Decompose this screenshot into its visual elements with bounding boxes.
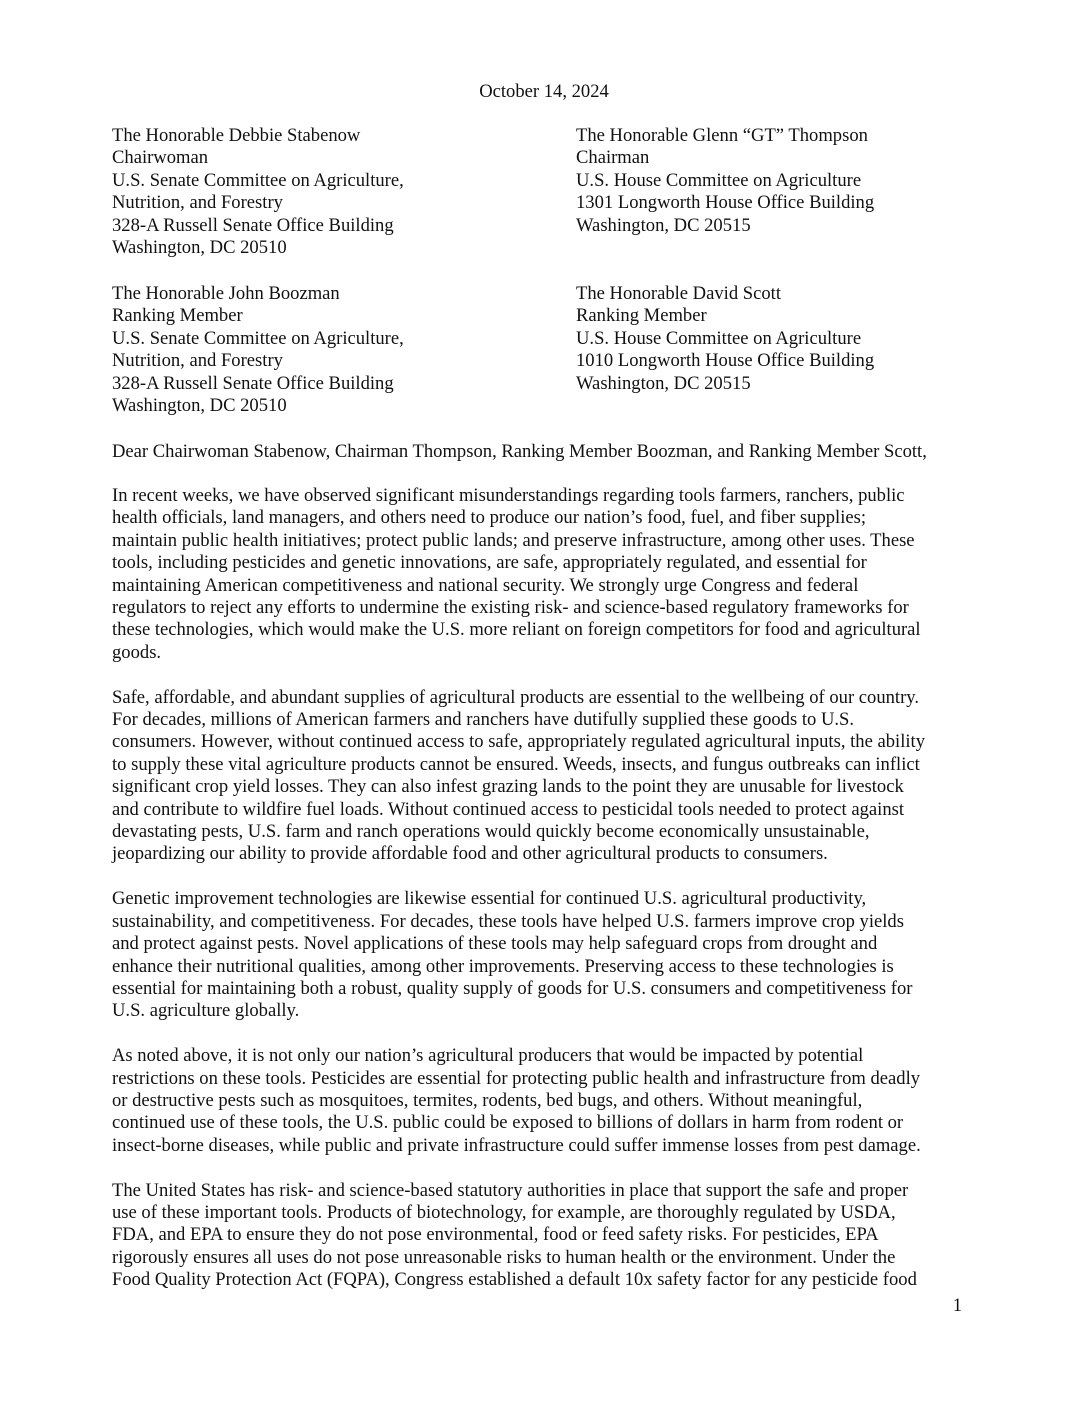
address-line: 1301 Longworth House Office Building [576, 192, 875, 214]
text-line: For decades, millions of American farmers and ranchers have dutifully supplied these goods to U.S. [112, 709, 855, 731]
body-paragraph [112, 687, 974, 866]
text-line: jeopardizing our ability to provide affordable food and other agricultural products to consumers. [112, 843, 828, 865]
letter-date: October 14, 2024 [479, 81, 609, 102]
text-line: goods. [112, 641, 162, 663]
recipient-address-stabenow [112, 125, 404, 259]
page-number: 1 [952, 1295, 962, 1316]
text-line: to supply these vital agriculture products cannot be ensured. Weeds, insects, and fungus outbreaks can inflict [112, 753, 920, 775]
address-line: The Honorable David Scott [576, 283, 781, 304]
address-line: The Honorable John Boozman [112, 283, 340, 304]
recipient-address-boozman [112, 283, 404, 417]
address-line: U.S. House Committee on Agriculture [576, 327, 862, 349]
address-line: U.S. House Committee on Agriculture [576, 169, 862, 191]
text-line: restrictions on these tools. Pesticides are essential for protecting public health and infrastructure from deadly [112, 1067, 921, 1089]
text-line: sustainability, and competitiveness. For decades, these tools have helped U.S. farmers improve crop yields [112, 910, 904, 932]
text-line: The United States has risk- and science-based statutory authorities in place that support the safe and proper [112, 1179, 909, 1201]
text-line: FDA, and EPA to ensure they do not pose environmental, food or feed safety risks. For pesticides, EPA [112, 1224, 879, 1246]
text-line: Safe, affordable, and abundant supplies of agricultural products are essential to the wellbeing of our country. [112, 686, 920, 708]
text-line: maintain public health initiatives; protect public lands; and preserve infrastructure, among other uses. These [112, 529, 915, 551]
text-line: In recent weeks, we have observed significant misunderstandings regarding tools farmers, ranchers, public [112, 485, 905, 506]
body-paragraph [112, 1045, 974, 1157]
address-line: U.S. Senate Committee on Agriculture, [112, 169, 404, 191]
address-line: Washington, DC 20510 [112, 395, 287, 417]
text-line: significant crop yield losses. They can also infest grazing lands to the point they are unusable for livestock [112, 776, 904, 798]
text-line: essential for maintaining both a robust, quality supply of goods for U.S. consumers and competitiveness for [112, 977, 913, 999]
text-line: regulators to reject any efforts to undermine the existing risk- and science-based regulatory frameworks for [112, 597, 909, 619]
address-line: Ranking Member [112, 305, 243, 327]
text-line: devastating pests, U.S. farm and ranch operations would quickly become economically unsustainable, [112, 821, 870, 843]
text-line: or destructive pests such as mosquitoes, termites, rodents, bed bugs, and others. Without meaningful, [112, 1089, 863, 1111]
text-line: enhance their nutritional qualities, among other improvements. Preserving access to these technologies is [112, 955, 894, 977]
address-line: Chairman [576, 147, 650, 169]
text-line: and contribute to wildfire fuel loads. Without continued access to pesticidal tools needed to protect against [112, 798, 905, 820]
salutation: Dear Chairwoman Stabenow, Chairman Thompson, Ranking Member Boozman, and Ranking Member Scott, [112, 441, 927, 462]
text-line: As noted above, it is not only our nation’s agricultural producers that would be impacted by potential [112, 1045, 864, 1067]
address-line: Washington, DC 20515 [576, 214, 751, 236]
text-line: maintaining American competitiveness and national security. We strongly urge Congress and federal [112, 574, 859, 596]
address-line: Chairwoman [112, 147, 209, 169]
address-line: Ranking Member [576, 305, 707, 327]
text-line: rigorously ensures all uses do not pose unreasonable risks to human health or the environment. Under the [112, 1246, 896, 1268]
body-paragraph [112, 888, 974, 1022]
body-paragraph [112, 485, 974, 664]
text-line: U.S. agriculture globally. [112, 1000, 300, 1022]
address-line: 328-A Russell Senate Office Building [112, 372, 394, 394]
address-line: Washington, DC 20515 [576, 372, 751, 394]
address-line: U.S. Senate Committee on Agriculture, [112, 327, 404, 349]
text-line: tools, including pesticides and genetic innovations, are safe, appropriately regulated, and essential for [112, 552, 867, 574]
address-line: The Honorable Debbie Stabenow [112, 125, 361, 146]
address-line: Nutrition, and Forestry [112, 192, 283, 214]
text-line: these technologies, which would make the U.S. more reliant on foreign competitors for food and agricultural [112, 619, 921, 641]
text-line: continued use of these tools, the U.S. public could be exposed to billions of dollars in harm from rodent or [112, 1112, 904, 1134]
body-paragraph [112, 1180, 974, 1292]
text-line: use of these important tools. Products of biotechnology, for example, are thoroughly regulated by USDA, [112, 1201, 896, 1223]
text-line: insect-borne diseases, while public and private infrastructure could suffer immense losses from pest damage. [112, 1134, 921, 1156]
text-line: consumers. However, without continued access to safe, appropriately regulated agricultural inputs, the ability [112, 731, 925, 753]
text-line: health officials, land managers, and others need to produce our nation’s food, fuel, and fiber supplies; [112, 507, 867, 529]
recipient-address-thompson [576, 125, 874, 237]
address-line: Washington, DC 20510 [112, 237, 287, 259]
text-line: Genetic improvement technologies are likewise essential for continued U.S. agricultural productivity, [112, 888, 867, 910]
text-line: Food Quality Protection Act (FQPA), Congress established a default 10x safety factor for any pesticide food [112, 1269, 917, 1291]
text-line: and protect against pests. Novel applications of these tools may help safeguard crops from drought and [112, 933, 878, 955]
address-line: 1010 Longworth House Office Building [576, 350, 875, 372]
recipient-address-scott [576, 283, 874, 395]
address-line: The Honorable Glenn “GT” Thompson [576, 125, 868, 146]
address-line: Nutrition, and Forestry [112, 350, 283, 372]
address-line: 328-A Russell Senate Office Building [112, 214, 394, 236]
letter-body [112, 485, 974, 1314]
